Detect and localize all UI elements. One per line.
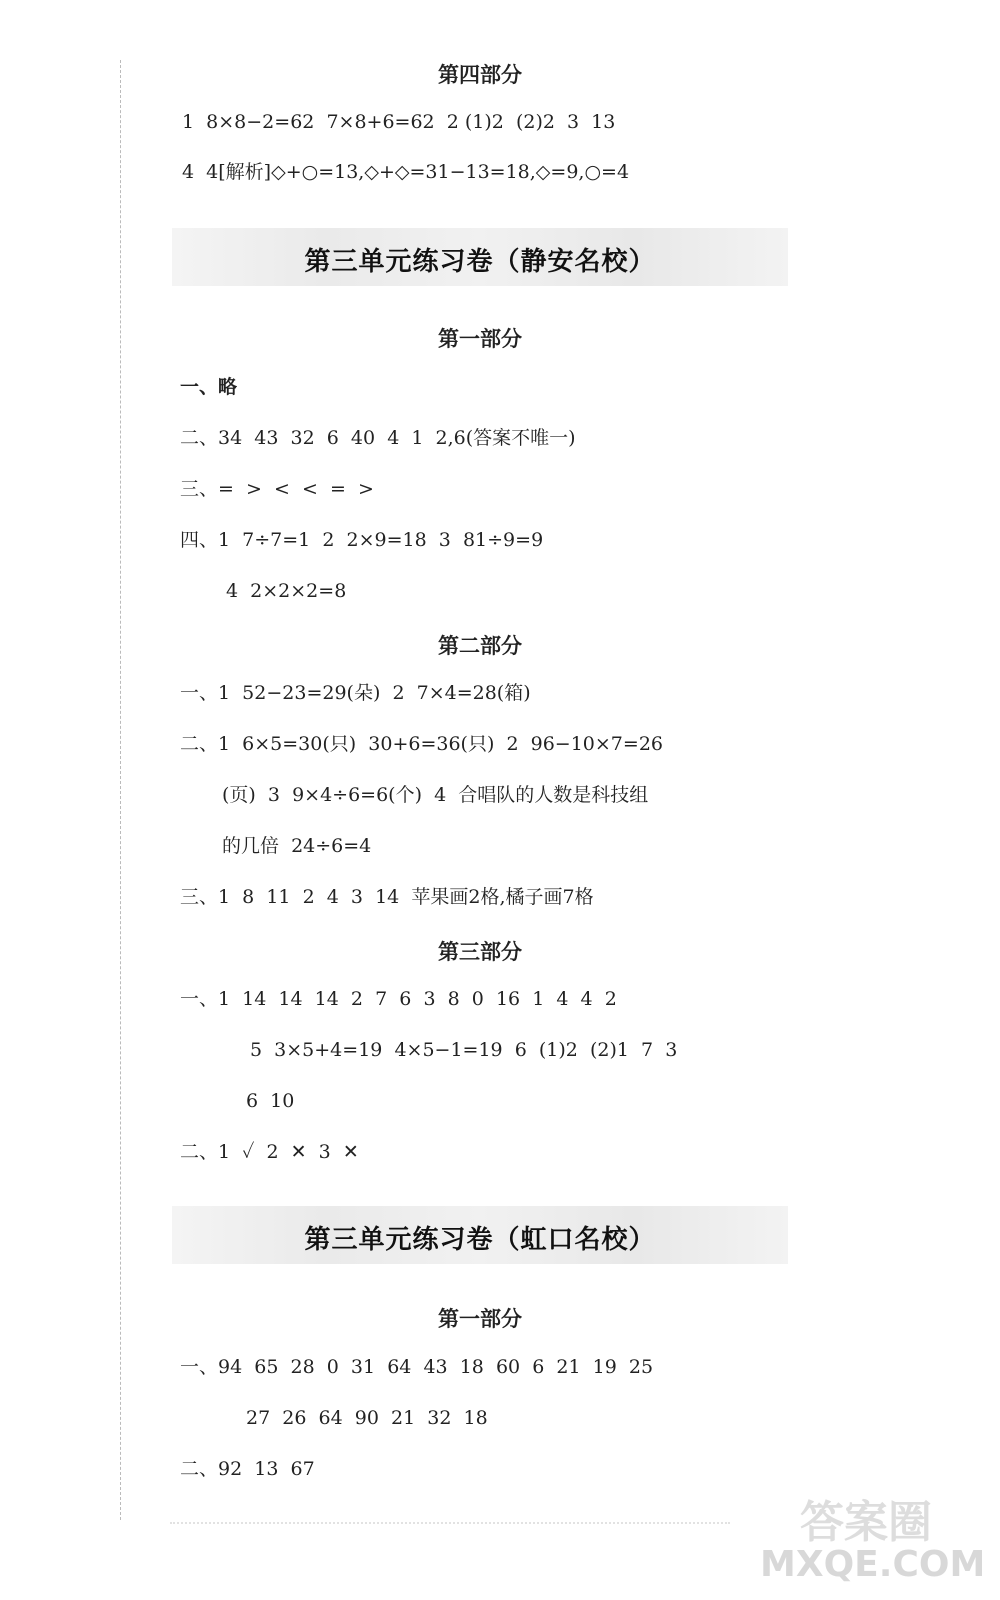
section-banner xyxy=(172,1206,788,1264)
binding-margin-line xyxy=(120,60,121,1520)
section-banner xyxy=(172,228,788,286)
answer-line: 三、= > < < = > xyxy=(180,478,374,500)
part-heading: 第一部分 xyxy=(438,327,522,351)
answer-line: 二、34 43 32 6 40 4 1 2,6(答案不唯一) xyxy=(180,427,576,449)
part-heading: 第二部分 xyxy=(438,634,522,658)
answer-line: 5 3×5+4=19 4×5−1=19 6 (1)2 (2)1 7 3 xyxy=(250,1039,678,1061)
answer-line: 6 10 xyxy=(246,1090,295,1112)
answer-line: 一、1 52−23=29(朵) 2 7×4=28(箱) xyxy=(180,682,531,704)
watermark-cn: 答案圈 xyxy=(800,1497,932,1548)
watermark-logo xyxy=(760,1486,992,1594)
answer-line: 27 26 64 90 21 32 18 xyxy=(246,1407,488,1429)
part-heading: 第三部分 xyxy=(438,940,522,964)
answer-line: 一、1 14 14 14 2 7 6 3 8 0 16 1 4 4 2 xyxy=(180,988,617,1010)
part-heading: 第四部分 xyxy=(438,63,522,87)
section-title: 第三单元练习卷（静安名校） xyxy=(304,247,656,277)
answer-line: 4 2×2×2=8 xyxy=(226,580,347,602)
section-title: 第三单元练习卷（虹口名校） xyxy=(304,1225,656,1255)
answer-line: 一、略 xyxy=(180,376,238,398)
answer-line: 一、94 65 28 0 31 64 43 18 60 6 21 19 25 xyxy=(180,1356,654,1378)
answer-line: 二、1 ✓ 2 ✕ 3 ✕ xyxy=(180,1141,359,1163)
answer-line: 三、1 8 11 2 4 3 14 苹果画2格,橘子画7格 xyxy=(180,886,594,908)
answer-line: 四、1 7÷7=1 2 2×9=18 3 81÷9=9 xyxy=(180,529,544,551)
answer-line: 1 8×8−2=62 7×8+6=62 2 (1)2 (2)2 3 13 xyxy=(182,111,616,133)
answer-line: 4 4[解析]◇+○=13,◇+◇=31−13=18,◇=9,○=4 xyxy=(182,161,630,183)
part-heading: 第一部分 xyxy=(438,1307,522,1331)
answer-line: (页) 3 9×4÷6=6(个) 4 合唱队的人数是科技组 xyxy=(222,784,649,806)
scan-noise xyxy=(170,1522,730,1530)
answer-line: 的几倍 24÷6=4 xyxy=(222,835,372,857)
answer-line: 二、92 13 67 xyxy=(180,1458,315,1480)
answer-line: 二、1 6×5=30(只) 30+6=36(只) 2 96−10×7=26 xyxy=(180,733,663,755)
watermark-url: MXQE.COM xyxy=(760,1544,986,1585)
